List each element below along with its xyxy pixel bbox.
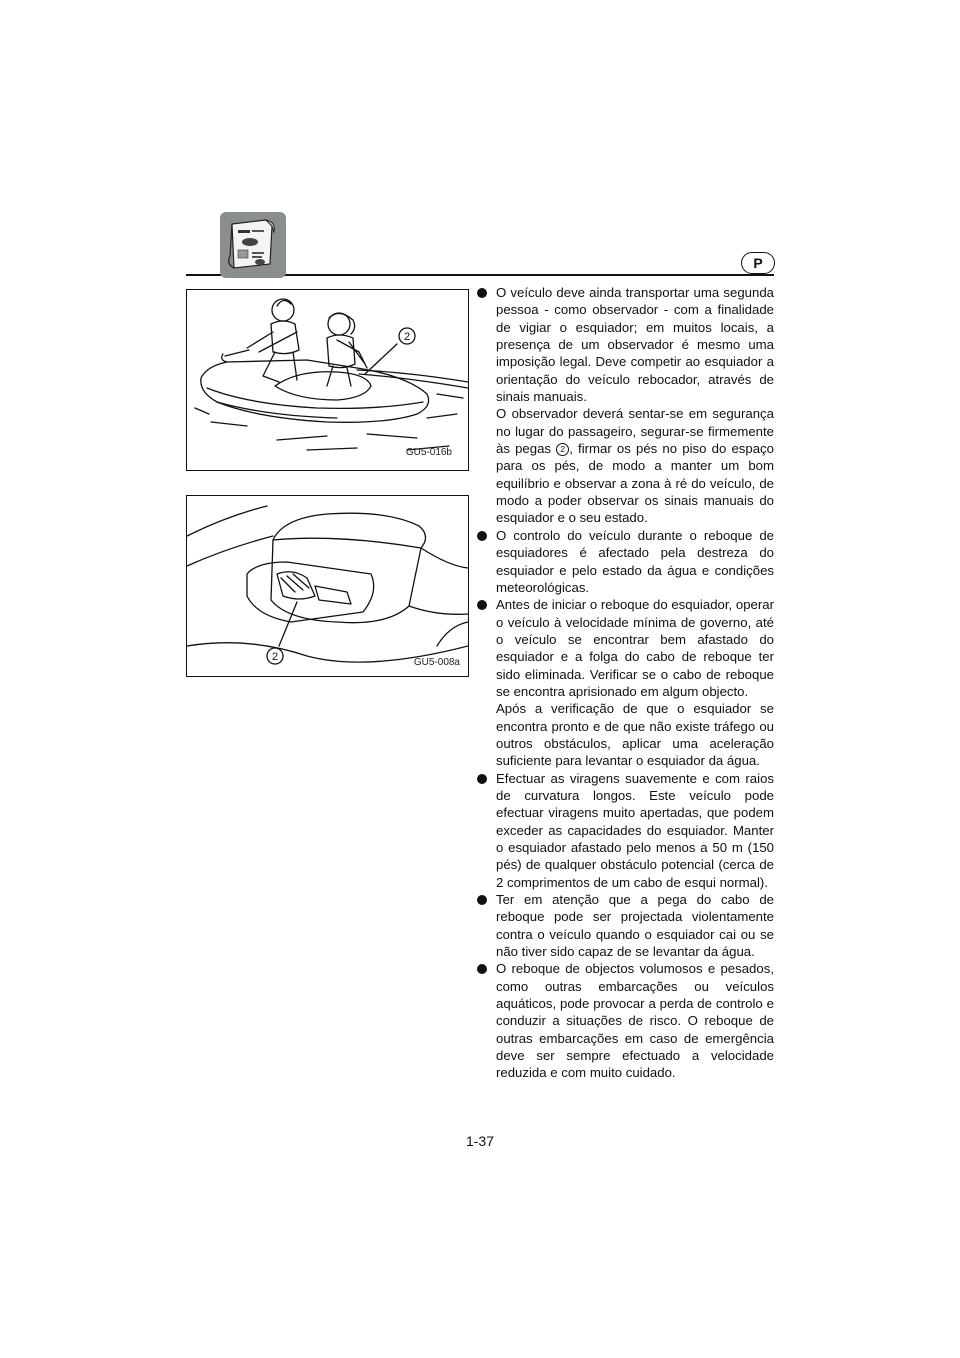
rear-grab-handle-illustration <box>187 496 468 676</box>
figure-towing-observer <box>186 289 469 471</box>
reference-marker: 2 <box>556 443 569 456</box>
bullet-dot-icon <box>477 774 487 784</box>
language-badge: P <box>741 252 775 274</box>
bullet-item <box>477 960 774 1081</box>
bullet-paragraph <box>496 405 774 526</box>
bullet-item <box>477 527 774 596</box>
bullet-paragraph: Após a verificação de que o esquiador se encontra pronto e de que não existe tráfego ou outros obstáculos, aplicar uma aceleração suficiente para levantar o esquiador da água. <box>496 701 774 769</box>
bullet-paragraph: Ter em atenção que a pega do cabo de reboque pode ser projectada violentamente contra o veículo quando o esquiador cai ou se não tiver sido capaz de se levantar da água. <box>496 892 774 960</box>
bullet-dot-icon <box>477 600 487 610</box>
bullet-text: , firmar os pés no piso do espaço para os pés, de modo a manter um bom equilíbrio e observar a zona à ré do veículo, de modo a poder observar os sinais manuais do esquiador e o seu estado. <box>496 441 774 526</box>
bullet-paragraph: O controlo do veículo durante o reboque de esquiadores é afectado pela destreza do esquiador e pelo estado da água e condições meteorológicas. <box>496 527 774 595</box>
figure-grab-handle <box>186 495 469 677</box>
bullet-dot-icon <box>477 531 487 541</box>
bullet-paragraph: Efectuar as viragens suavemente e com raios de curvatura longos. Este veículo pode efectuar viragens muito apertadas, que podem exceder as capacidades do esquiador. Manter o esquiador afastado pelo menos a 50 m (150 pés) de qualquer obstáculo potencial (cerca de 2 comprimentos de um cabo de esqui normal). <box>496 770 774 890</box>
figure-code: GU5-016b <box>405 447 452 458</box>
bullet-dot-icon <box>477 964 487 974</box>
figure-code: GU5-008a <box>413 657 460 668</box>
bullet-paragraph: O reboque de objectos volumosos e pesados, como outras embarcações ou veículos aquáticos, pode provocar a perda de controlo e conduzir a situações de risco. O reboque de outras embarcações em caso de emergência deve ser sempre efectuado a velocidade reduzida e com muito cuidado. <box>496 961 774 1081</box>
bullet-item <box>477 596 774 769</box>
figure-callout: 2 <box>271 651 279 663</box>
bullet-item <box>477 891 774 960</box>
page-number: 1-37 <box>465 1133 495 1149</box>
bullet-text: O observador deverá sentar-se em segurança no lugar do passageiro, segurar-se firmemente às pegas <box>496 406 774 457</box>
bullet-paragraph: O veículo deve ainda transportar uma segunda pessoa - como observador - com a finalidade de vigiar o esquiador; em muitos locais, a presença de um observador é mesmo uma imposição legal. Deve competir ao esquiador a orientação do veículo rebocador, através de sinais manuais. <box>496 285 774 405</box>
figure-callout: 2 <box>403 331 411 343</box>
bullet-item <box>477 284 774 527</box>
manual-book-icon <box>220 212 286 278</box>
bullet-dot-icon <box>477 288 487 298</box>
watercraft-towing-illustration <box>187 290 468 470</box>
body-text <box>477 284 774 1082</box>
bullet-dot-icon <box>477 895 487 905</box>
bullet-item <box>477 770 774 891</box>
bullet-paragraph: Antes de iniciar o reboque do esquiador, operar o veículo à velocidade mínima de governo, até o veículo se encontrar bem afastado do esquiador e a folga do cabo de reboque ter sido eliminada. Verificar se o cabo de reboque se encontra aprisionado em algum objecto. <box>496 597 774 699</box>
